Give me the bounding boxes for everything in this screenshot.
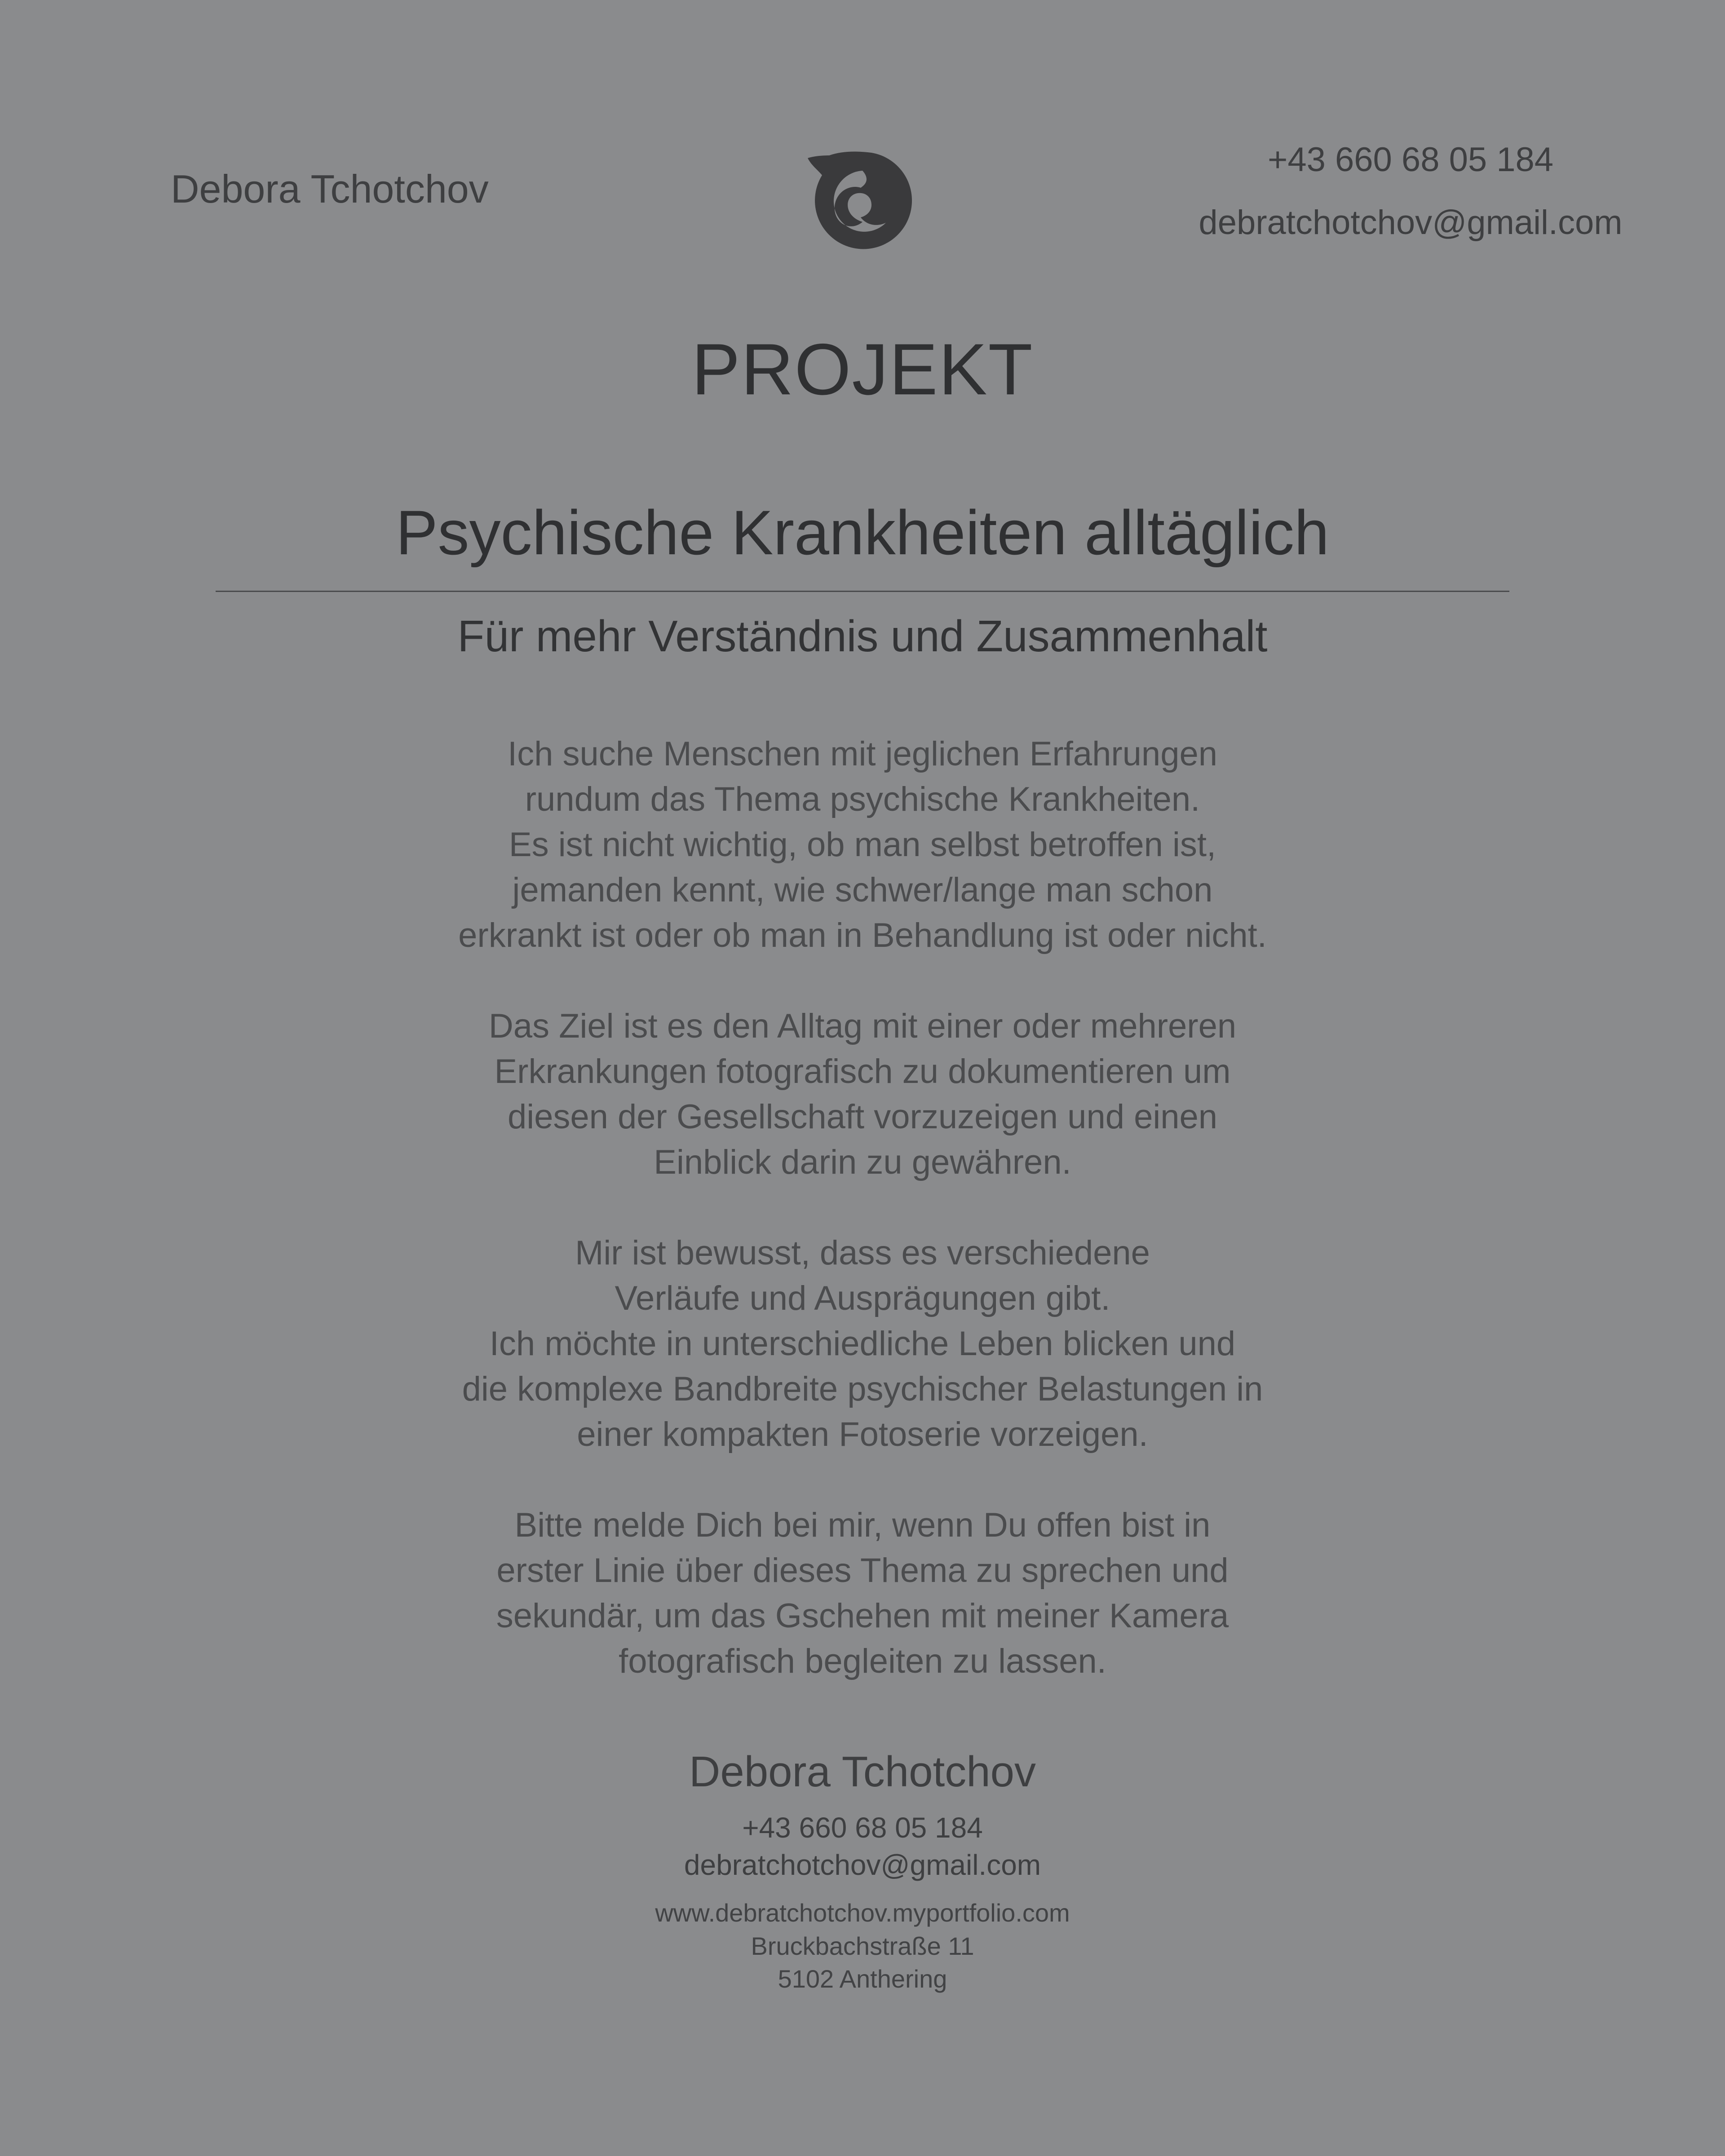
signature-phone: +43 660 68 05 184 [742, 1811, 983, 1844]
paragraph-1: Ich suche Menschen mit jeglichen Erfahrungen rundum das Thema psychische Krankheiten. Es ist nicht wichtig, ob man selbst betroffen ist, jemanden kennt, wie schwer/lange man schon erkrankt ist oder ob man in Behandlung ist oder nicht. [458, 735, 1267, 954]
paragraph-4: Bitte melde Dich bei mir, wenn Du offen bist in erster Linie über dieses Thema zu sprechen und sekundär, um das Gschehen mit meiner Kamera fotografisch begleiten zu lassen. [496, 1506, 1229, 1680]
signature-website: www.debratchotchov.myportfolio.com [655, 1899, 1070, 1927]
title-divider [216, 591, 1509, 592]
swirl-logo-icon [804, 144, 921, 252]
header-name: Debora Tchotchov [171, 167, 489, 211]
body-text [0, 731, 1725, 1729]
signature-email: debratchotchov@gmail.com [684, 1849, 1041, 1881]
page-title: Psychische Krankheiten alltäglich [396, 497, 1329, 568]
paragraph-3: Mir ist bewusst, dass es verschiedene Verläufe und Ausprägungen gibt. Ich möchte in unterschiedliche Leben blicken und die komplexe Bandbreite psychischer Belastungen in einer kompakten Fotoserie vorzeigen. [462, 1234, 1263, 1454]
page-subtitle: Für mehr Verständnis und Zusammenhalt [457, 611, 1268, 661]
signature-city: 5102 Anthering [778, 1965, 947, 1993]
paragraph-2: Das Ziel ist es den Alltag mit einer oder mehreren Erkrankungen fotografisch zu dokumentieren um diesen der Gesellschaft vorzuzeigen und einen Einblick darin zu gewähren. [488, 1007, 1237, 1181]
section-label: PROJEKT [691, 329, 1034, 410]
header-email: debratchotchov@gmail.com [1199, 203, 1623, 242]
signature-street: Bruckbachstraße 11 [751, 1932, 974, 1960]
header-phone: +43 660 68 05 184 [1267, 141, 1554, 179]
signature-name: Debora Tchotchov [689, 1748, 1036, 1796]
